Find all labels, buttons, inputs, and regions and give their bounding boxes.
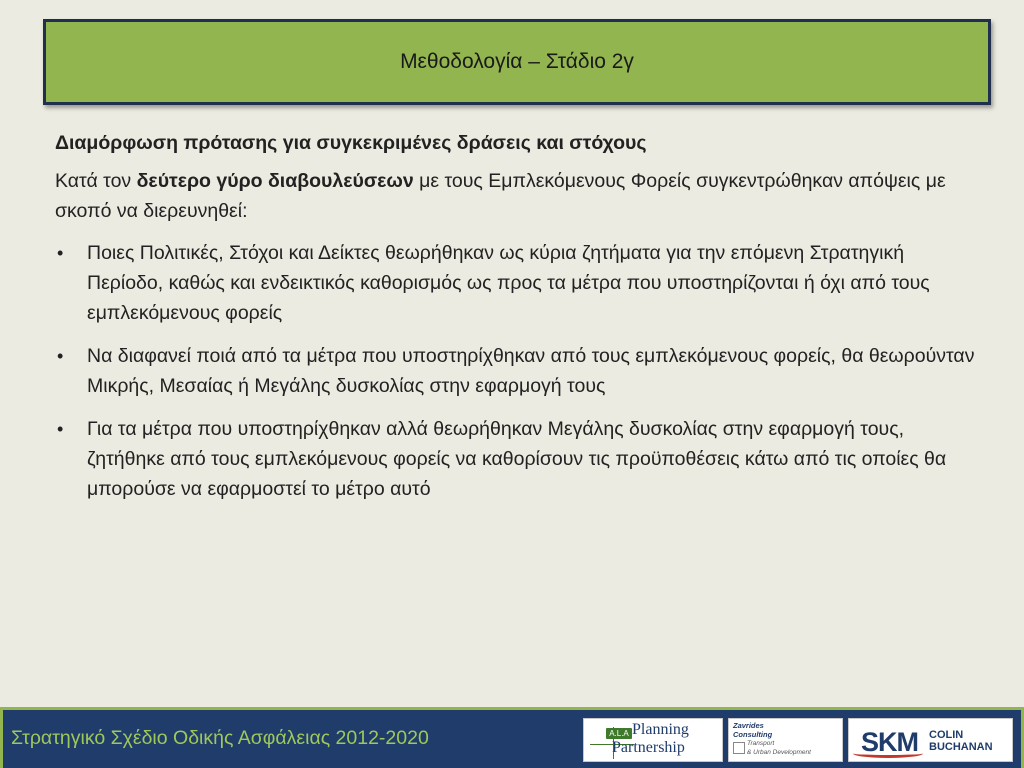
logo-text-consulting: Consulting xyxy=(733,730,773,739)
list-item xyxy=(55,414,980,504)
logo-text-zavrides: Zavrides xyxy=(733,721,764,730)
logo-text-skm: SKM xyxy=(861,727,918,757)
section-heading: Διαμόρφωση πρότασης για συγκεκριμένες δράσεις και στόχους xyxy=(55,132,647,154)
bullet-list xyxy=(55,238,980,504)
footer-title: Στρατηγικό Σχέδιο Οδικής Ασφάλειας 2012-2020 xyxy=(11,727,429,749)
bullet-icon: • xyxy=(57,346,64,366)
logo-text-partnership: Partnership xyxy=(612,739,685,756)
zavrides-consulting-logo xyxy=(728,718,843,762)
bullet-text: Ποιες Πολιτικές, Στόχοι και Δείκτες θεωρήθηκαν ως κύρια ζητήματα για την επόμενη Στρατηγική Περίοδο, καθώς και ενδεικτικός καθορισμός ως προς τα μέτρα που υποστηρίζονται ή όχι από τους εμπλεκόμενους φορείς xyxy=(87,242,930,324)
logo-text-colin-buchanan xyxy=(929,729,993,753)
bullet-icon: • xyxy=(57,419,64,439)
logo-text-transport: Transport xyxy=(747,740,775,747)
logo-text-planning: Planning xyxy=(632,721,689,738)
slide-title: Μεθοδολογία – Στάδιο 2γ xyxy=(400,50,634,73)
bullet-text: Να διαφανεί ποιά από τα μέτρα που υποστηρίχθηκαν από τους εμπλεκόμενους φορείς, θα θεωρούνταν Μικρής, Μεσαίας ή Μεγάλης δυσκολίας στην εφαρμογή τους xyxy=(87,345,975,397)
intro-text-before: Κατά τον xyxy=(55,170,137,192)
slide-body xyxy=(55,128,980,517)
intro-text-after: με τους Εμπλεκόμενους Φορείς συγκεντρώθηκαν απόψεις με σκοπό να διερευνηθεί: xyxy=(55,170,946,222)
bullet-text: Για τα μέτρα που υποστηρίχθηκαν αλλά θεωρήθηκαν Μεγάλης δυσκολίας στην εφαρμογή τους, ζητήθηκε από τους εμπλεκόμενους φορείς να καθορίσουν τις προϋποθέσεις κάτω από τις οποίες θα μπορούσε να εφαρμοστεί το μέτρο αυτό xyxy=(87,418,947,500)
logo-text-buchanan: BUCHANAN xyxy=(929,741,993,753)
list-item xyxy=(55,341,980,401)
slide-title-box xyxy=(43,19,991,105)
skm-colin-buchanan-logo xyxy=(848,718,1013,762)
logo-text-urban-development: & Urban Development xyxy=(747,749,811,756)
ala-planning-partnership-logo xyxy=(583,718,723,762)
footer-bar xyxy=(0,707,1024,768)
logo-text-colin: COLIN xyxy=(929,729,964,741)
intro-text-bold: δεύτερο γύρο διαβουλεύσεων xyxy=(136,170,414,192)
footer-panel xyxy=(3,710,1021,768)
bullet-icon: • xyxy=(57,243,64,263)
list-item xyxy=(55,238,980,328)
logo-mark-icon xyxy=(733,742,745,754)
intro-paragraph xyxy=(55,166,980,226)
ala-badge: A.L.A xyxy=(606,728,632,739)
